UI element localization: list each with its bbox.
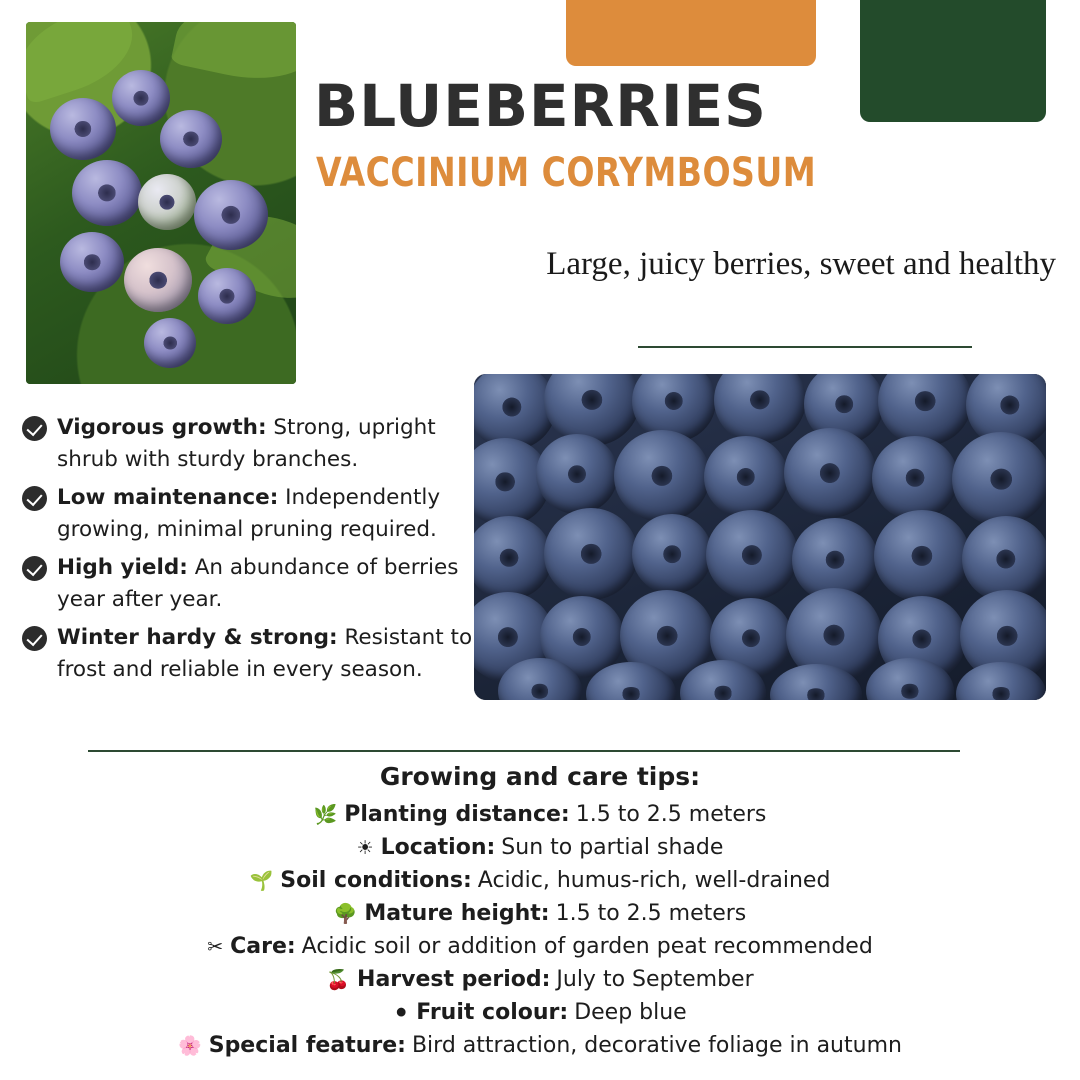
tip-value: Acidic, humus-rich, well-drained — [477, 868, 831, 893]
check-circle-icon — [22, 416, 47, 441]
tip-value: Deep blue — [574, 1000, 687, 1025]
list-item — [0, 930, 1080, 963]
decorative-orange-block — [566, 0, 816, 66]
divider-long — [88, 750, 960, 752]
list-item — [22, 622, 474, 686]
feature-text: An abundance of berries year after year. — [57, 555, 459, 612]
plant-icon: 🌿 — [313, 804, 338, 826]
feature-label: Low maintenance: — [57, 485, 279, 510]
tip-label: Planting distance: — [344, 802, 570, 827]
tip-value: July to September — [556, 967, 754, 992]
page-title: BLUEBERRIES — [314, 72, 767, 140]
berry-shape — [160, 110, 222, 168]
tip-value: Bird attraction, decorative foliage in autumn — [411, 1033, 902, 1058]
tip-value: 1.5 to 2.5 meters — [575, 802, 767, 827]
feature-label: Winter hardy & strong: — [57, 625, 338, 650]
decorative-green-block — [860, 0, 1046, 122]
tree-icon: 🌳 — [333, 903, 358, 925]
berry-shape — [124, 248, 192, 312]
feature-label: High yield: — [57, 555, 188, 580]
divider-short — [638, 346, 972, 348]
tip-label: Harvest period: — [357, 967, 551, 992]
hero-photo-blueberry-bush — [26, 22, 296, 384]
tip-label: Mature height: — [364, 901, 550, 926]
check-circle-icon — [22, 626, 47, 651]
feature-text: Independently growing, minimal pruning required. — [57, 485, 441, 542]
list-item — [0, 897, 1080, 930]
tip-label: Care: — [230, 934, 296, 959]
feature-list — [22, 412, 474, 692]
tip-label: Location: — [380, 835, 496, 860]
check-circle-icon — [22, 486, 47, 511]
list-item — [0, 996, 1080, 1029]
list-item — [0, 798, 1080, 831]
feature-text: Resistant to frost and reliable in every season. — [57, 625, 473, 682]
latin-name: VACCINIUM CORYMBOSUM — [316, 150, 817, 196]
tagline: Large, juicy berries, sweet and healthy — [546, 246, 1056, 282]
berry-shape — [60, 232, 124, 292]
feature-label: Vigorous growth: — [57, 415, 267, 440]
tip-label: Soil conditions: — [280, 868, 472, 893]
tips-list — [0, 798, 1080, 1062]
black-circle-icon: ⚫ — [393, 1002, 410, 1024]
feature-text: Strong, upright shrub with sturdy branches. — [57, 415, 436, 472]
list-item — [22, 552, 474, 616]
list-item — [22, 412, 474, 476]
photo-harvested-blueberries — [474, 374, 1046, 700]
list-item — [22, 482, 474, 546]
tip-value: Sun to partial shade — [501, 835, 724, 860]
blossom-icon: 🌸 — [178, 1035, 202, 1057]
list-item — [0, 1029, 1080, 1062]
berry-shape — [144, 318, 196, 368]
tip-label: Special feature: — [208, 1033, 406, 1058]
list-item — [0, 963, 1080, 996]
tip-value: Acidic soil or addition of garden peat recommended — [301, 934, 873, 959]
list-item — [0, 831, 1080, 864]
cherry-icon: 🍒 — [326, 969, 351, 991]
berry-shape — [72, 160, 142, 226]
scissors-icon: ✂ — [207, 936, 224, 958]
tip-value: 1.5 to 2.5 meters — [555, 901, 747, 926]
sun-icon: ☀ — [356, 837, 374, 859]
list-item — [0, 864, 1080, 897]
berry-shape — [50, 98, 116, 160]
tip-label: Fruit colour: — [416, 1000, 569, 1025]
tips-heading: Growing and care tips: — [379, 762, 701, 791]
check-circle-icon — [22, 556, 47, 581]
berry-shape — [194, 180, 268, 250]
seedling-icon: 🌱 — [249, 870, 274, 892]
berry-shape — [112, 70, 170, 126]
berry-shape — [138, 174, 196, 230]
berry-shape — [198, 268, 256, 324]
